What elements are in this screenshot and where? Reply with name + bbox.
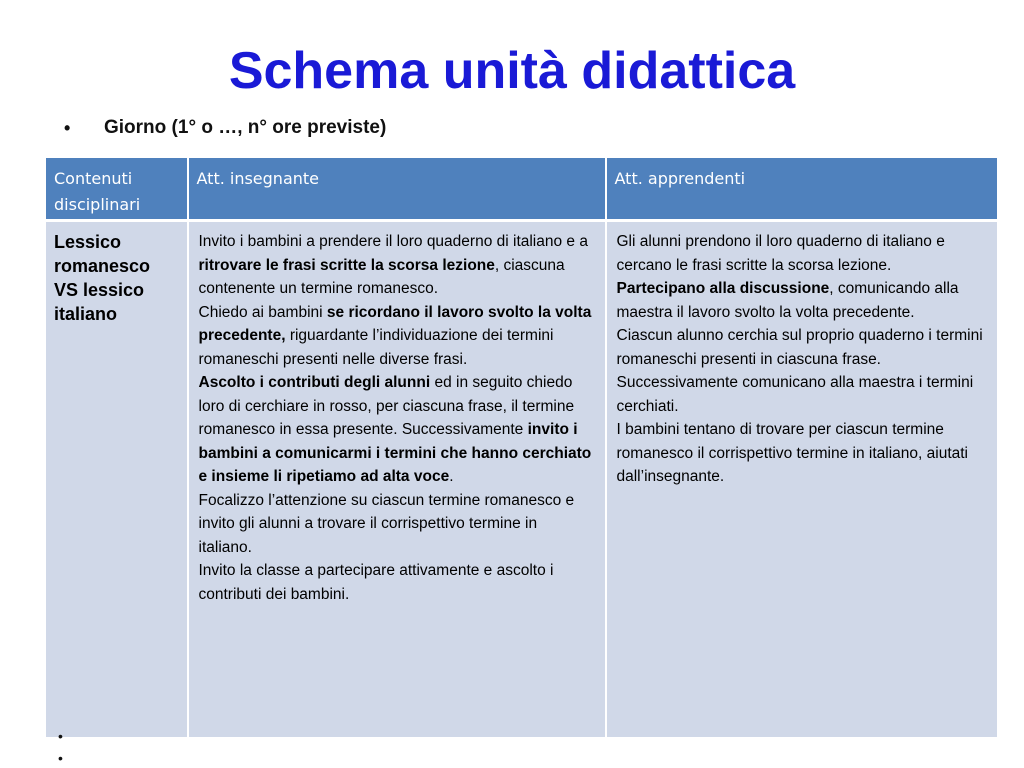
text-span: riguardante l’individuazione dei termini romaneschi presenti nelle diverse frasi. xyxy=(198,327,554,368)
learners-paragraph-1: Gli alunni prendono il loro quaderno di italiano e cercano le frasi scritte la scorsa lezione. xyxy=(616,233,945,274)
bold-text: ritrovare le frasi scritte la scorsa lezione xyxy=(198,256,495,274)
teacher-cell xyxy=(188,221,606,738)
lesson-table xyxy=(45,157,998,738)
learners-paragraph-3: Ciascun alunno cerchia sul proprio quaderno i termini romaneschi presenti in ciascuna frase. xyxy=(616,327,983,368)
learners-paragraph-5: I bambini tentano di trovare per ciascun termine romanesco il corrispettivo termine in italiano, aiutati dall’insegnante. xyxy=(616,421,968,485)
bold-text: Partecipano alla discussione xyxy=(616,280,830,297)
teacher-paragraph-3 xyxy=(199,371,595,489)
bold-text: Ascolto i contributi degli alunni xyxy=(198,374,431,391)
table-row xyxy=(46,221,998,738)
day-subtitle xyxy=(64,114,386,142)
table-header-row xyxy=(46,158,998,221)
header-insegnante: Att. insegnante xyxy=(188,158,606,221)
header-apprendenti: Att. apprendenti xyxy=(606,158,998,221)
teacher-paragraph-5: Invito la classe a partecipare attivamente e ascolto i contributi dei bambini. xyxy=(198,562,554,603)
teacher-paragraph-4: Focalizzo l’attenzione su ciascun termine romanesco e invito gli alunni a trovare il corrispettivo termine in italiano. xyxy=(198,491,575,556)
bold-text: invito i bambini a comunicarmi i termini che hanno cerchiato e insieme li ripetiamo ad alta voce xyxy=(198,421,592,485)
subject-cell: Lessico romanesco VS lessico italiano xyxy=(46,221,188,738)
text-span: Chiedo ai bambini xyxy=(198,303,327,321)
subtitle-text: Giorno (1° o …, n° ore previste) xyxy=(104,117,387,138)
header-contenuti: Contenuti disciplinari xyxy=(46,158,188,221)
learners-cell xyxy=(606,221,998,738)
teacher-paragraph-2 xyxy=(199,301,595,372)
learners-paragraph-2 xyxy=(617,277,988,324)
bullet-icon: • xyxy=(58,728,63,744)
bold-text: se ricordano il lavoro svolto la volta precedente, xyxy=(198,303,592,344)
text-span: , comunicando alla maestra il lavoro svolto la volta precedente. xyxy=(616,280,959,321)
learners-paragraph-4: Successivamente comunicano alla maestra i termini cerchiati. xyxy=(616,374,974,415)
text-span: Invito i bambini a prendere il loro quaderno di italiano e a xyxy=(198,233,588,250)
bullet-icon: • xyxy=(64,117,71,138)
bullet-icon: • xyxy=(58,750,63,766)
text-span: ed in seguito chiedo loro di cerchiare in rosso, per ciascuna frase, il termine romanesco in essa presente. Successivamente xyxy=(198,374,575,438)
text-span: . xyxy=(449,468,454,485)
teacher-paragraph-1 xyxy=(199,230,595,301)
text-span: , ciascuna contenente un termine romanesco. xyxy=(198,256,565,297)
slide-title: Schema unità didattica xyxy=(228,42,796,100)
